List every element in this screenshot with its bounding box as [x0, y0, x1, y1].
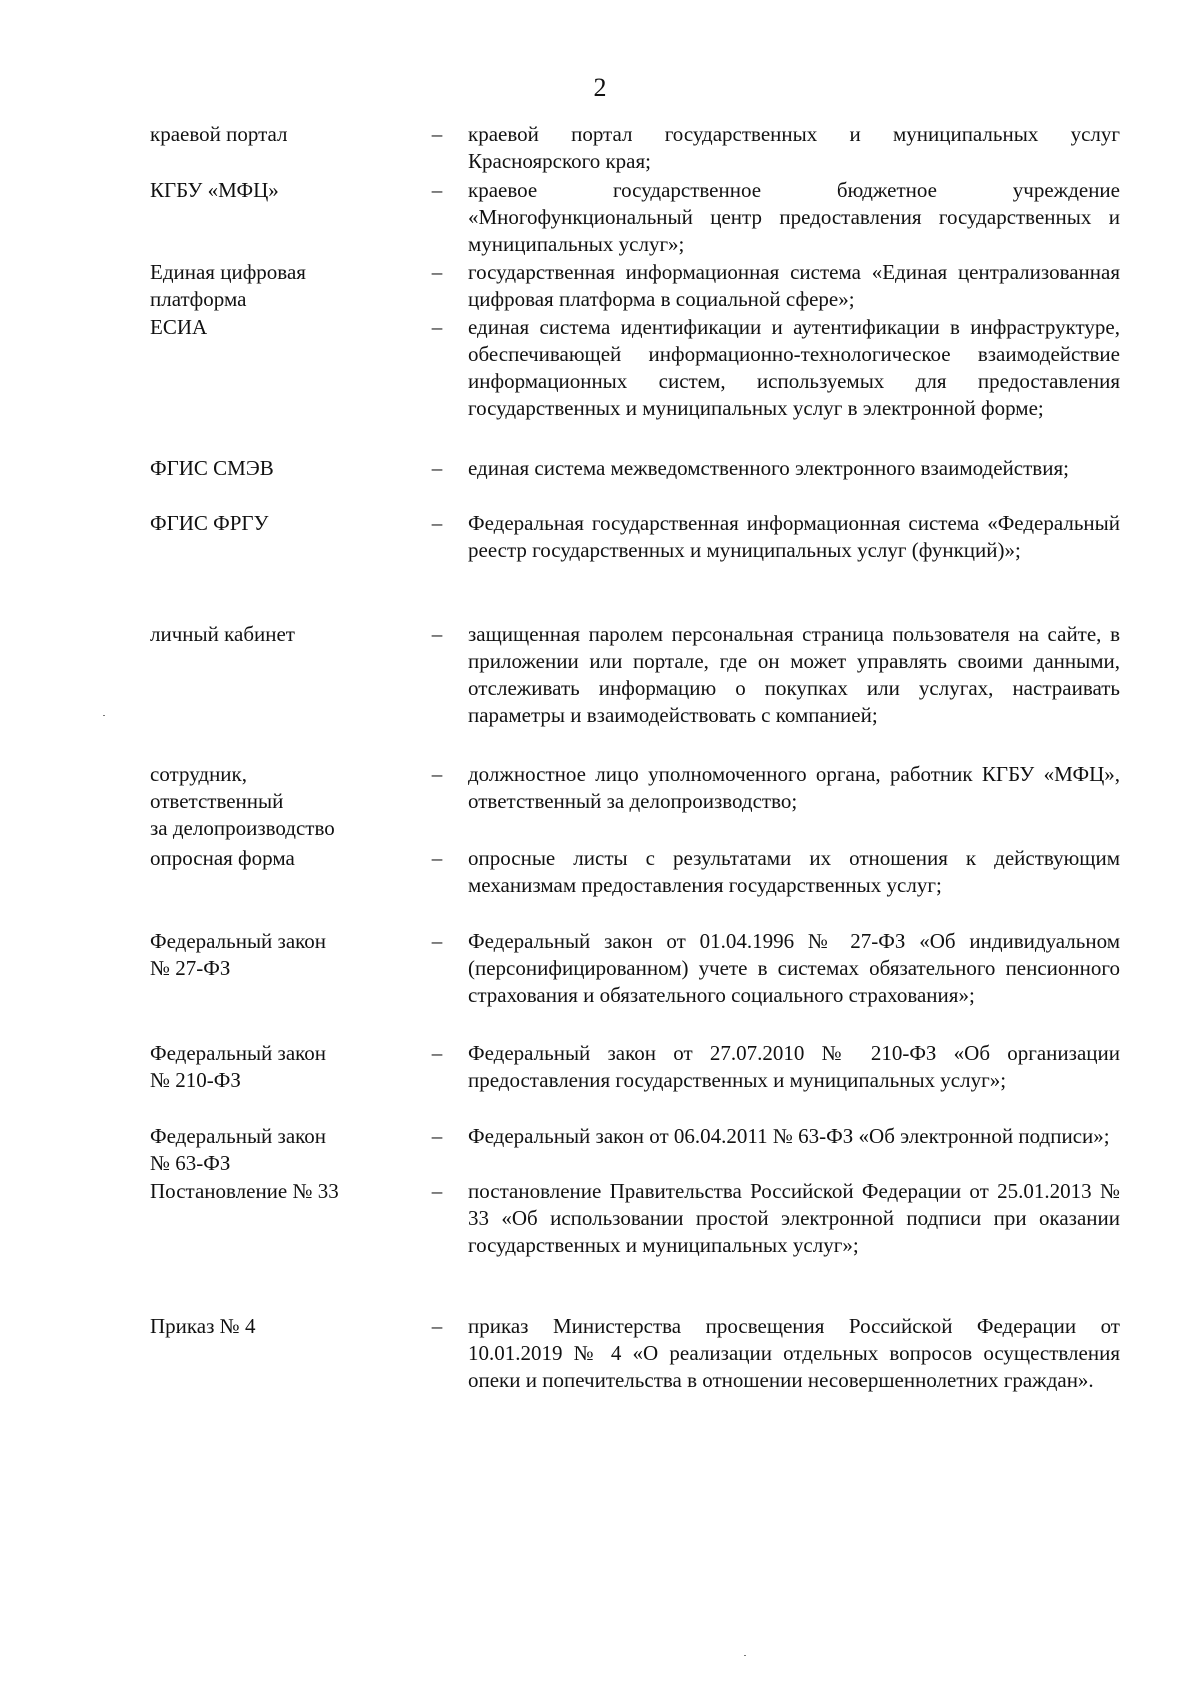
definition: постановление Правительства Российской Федерации от 25.01.2013 № 33 «Об использовании простой электронной подписи при оказании государственных и муниципальных услуг»;: [468, 1179, 1120, 1257]
definition: государственная информационная система «Единая централизованная цифровая платформа в социальной сфере»;: [468, 260, 1120, 311]
definition: Федеральный закон от 27.07.2010 № 210-ФЗ «Об организации предоставления государственных и муниципальных услуг»;: [468, 1041, 1120, 1092]
page-number: 2: [593, 73, 607, 102]
definition: краевое государственное бюджетное учреждение «Многофункциональный центр предоставления государственных и муниципальных услуг»;: [468, 178, 1120, 256]
dash-separator: –: [431, 456, 443, 480]
dash-separator: –: [431, 511, 443, 535]
term: Федеральный закон № 27-ФЗ: [150, 929, 327, 980]
dash-separator: –: [431, 315, 443, 339]
dash-separator: –: [431, 929, 443, 953]
definition: опросные листы с результатами их отношения к действующим механизмам предоставления государственных услуг;: [468, 846, 1120, 897]
definition: Федеральный закон от 01.04.1996 № 27-ФЗ «Об индивидуальном (персонифицированном) учете в системах обязательного пенсионного страхования и обязательного социального страхования»;: [468, 929, 1120, 1007]
term: Единая цифровая платформа: [150, 260, 306, 311]
scan-speck: [744, 1655, 746, 1656]
term: КГБУ «МФЦ»: [150, 178, 279, 202]
dash-separator: –: [431, 762, 443, 786]
definition: краевой портал государственных и муниципальных услуг Красноярского края;: [468, 122, 1120, 173]
term: личный кабинет: [150, 622, 295, 646]
dash-separator: –: [431, 1041, 443, 1065]
dash-separator: –: [431, 1179, 443, 1203]
definition: приказ Министерства просвещения Российской Федерации от 10.01.2019 № 4 «О реализации отдельных вопросов осуществления опеки и попечительства в отношении несовершеннолетних граждан».: [468, 1314, 1120, 1392]
definition: защищенная паролем персональная страница пользователя на сайте, в приложении или портале, где он может управлять своими данными, отслеживать информацию о покупках или услугах, настраивать параметры и взаимодействовать с компанией;: [468, 622, 1120, 727]
term: ФГИС ФРГУ: [150, 511, 269, 535]
definition: должностное лицо уполномоченного органа, работник КГБУ «МФЦ», ответственный за делопроизводство;: [468, 762, 1120, 813]
term: Федеральный закон № 210-ФЗ: [150, 1041, 327, 1092]
dash-separator: –: [431, 1124, 443, 1148]
scan-speck: [103, 715, 105, 716]
definition: единая система идентификации и аутентификации в инфраструктуре, обеспечивающей информационно-технологическое взаимодействие информационных систем, используемых для предоставления государственных и муниципальных услуг в электронной форме;: [468, 315, 1120, 420]
definition: Федеральная государственная информационная система «Федеральный реестр государственных и муниципальных услуг (функций)»;: [468, 511, 1120, 562]
dash-separator: –: [431, 260, 443, 284]
definition: единая система межведомственного электронного взаимодействия;: [468, 456, 1069, 480]
term: Постановление № 33: [150, 1179, 339, 1203]
definition: Федеральный закон от 06.04.2011 № 63-ФЗ «Об электронной подписи»;: [468, 1124, 1110, 1148]
dash-separator: –: [431, 846, 443, 870]
dash-separator: –: [431, 122, 443, 146]
term: опросная форма: [150, 846, 295, 870]
term: сотрудник, ответственный за делопроизводство: [150, 762, 335, 840]
term: ФГИС СМЭВ: [150, 456, 274, 480]
term: Приказ № 4: [150, 1314, 256, 1338]
dash-separator: –: [431, 1314, 443, 1338]
dash-separator: –: [431, 622, 443, 646]
dash-separator: –: [431, 178, 443, 202]
term: ЕСИА: [150, 315, 208, 339]
term: краевой портал: [150, 122, 288, 146]
term: Федеральный закон № 63-ФЗ: [150, 1124, 327, 1175]
